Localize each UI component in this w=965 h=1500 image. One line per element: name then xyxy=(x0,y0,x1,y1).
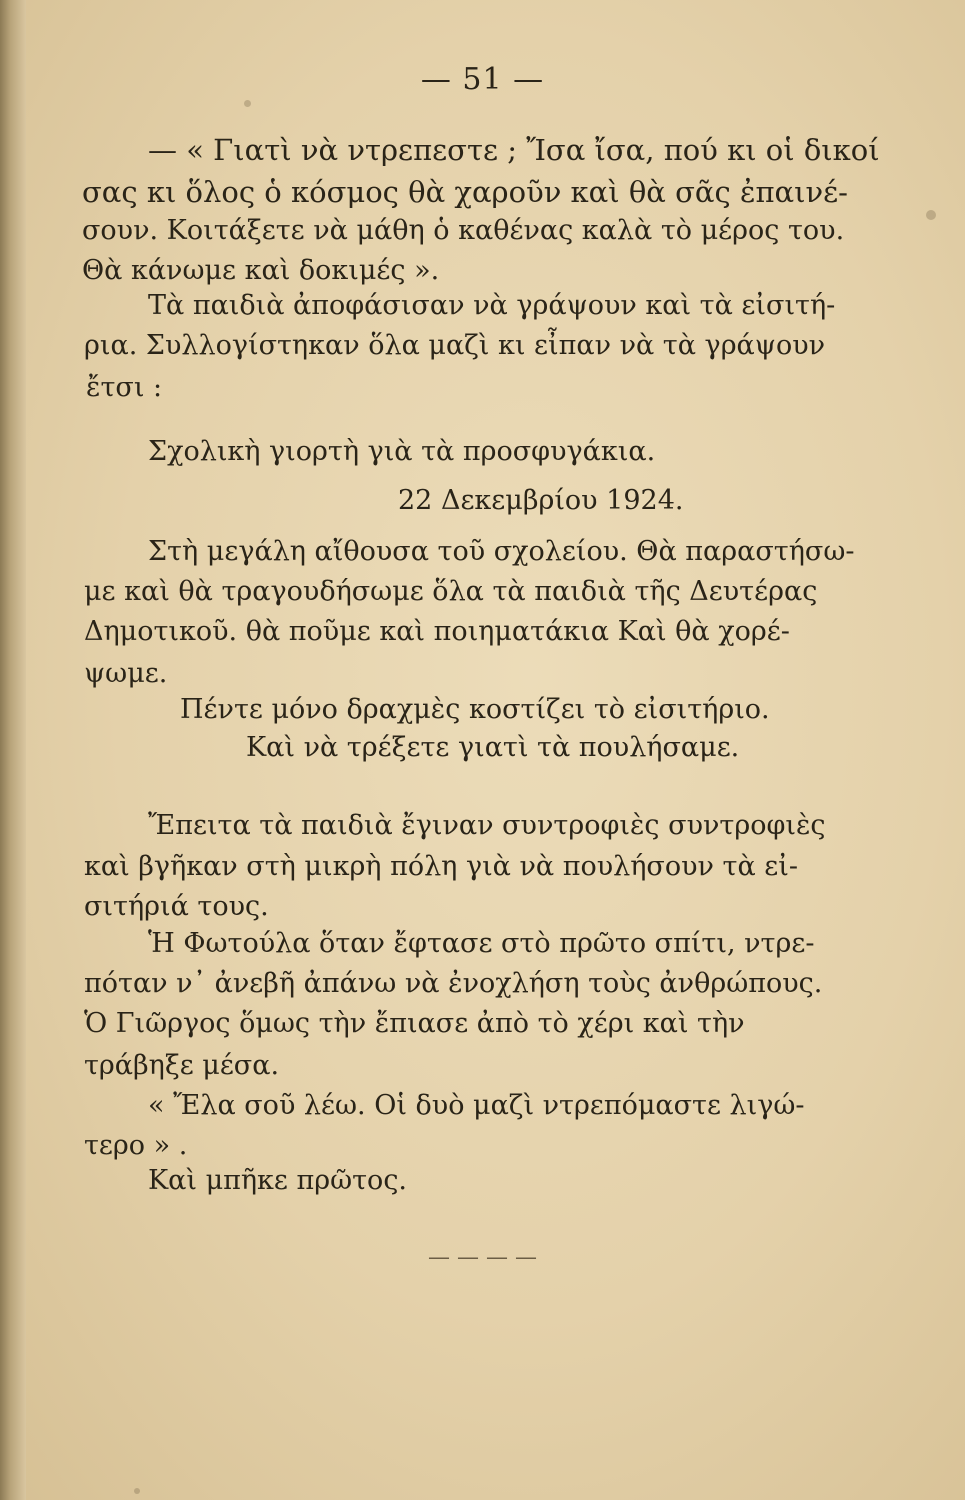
footer-rule: — — — — xyxy=(428,1245,537,1270)
text-line: — « Γιατὶ νὰ ντρεπεστε ; Ἴσα ἴσα, πού κι οἱ δικοί xyxy=(148,133,880,167)
ink-speck xyxy=(244,100,251,107)
text-line: Καὶ νὰ τρέξετε γιατὶ τὰ πουλήσαμε. xyxy=(246,732,740,763)
text-line: ἔτσι : xyxy=(86,372,163,403)
text-line: 22 Δεκεμβρίου 1924. xyxy=(398,485,684,516)
text-line: τερο » . xyxy=(84,1130,188,1161)
page-number: — 51 — xyxy=(420,62,545,97)
text-line: καὶ βγῆκαν στὴ μικρὴ πόλη γιὰ νὰ πουλήσουν τὰ εἰ- xyxy=(84,851,798,882)
text-line: σας κι ὅλος ὁ κόσμος θὰ χαροῦν καὶ θὰ σᾶς ἐπαινέ- xyxy=(82,175,848,209)
text-line: Σχολικὴ γιορτὴ γιὰ τὰ προσφυγάκια. xyxy=(148,436,656,467)
ink-speck xyxy=(926,210,936,220)
text-line: σουν. Κοιτάξετε νὰ μάθη ὁ καθένας καλὰ τὸ μέρος του. xyxy=(82,215,845,246)
text-line: ψωμε. xyxy=(84,658,168,689)
ink-speck xyxy=(134,1488,140,1494)
text-line: Πέντε μόνο δραχμὲς κοστίζει τὸ εἰσιτήριο. xyxy=(180,694,770,725)
page-spine-shadow xyxy=(0,0,26,1500)
text-line: Δημοτικοῦ. θὰ ποῦμε καὶ ποιηματάκια Καὶ θὰ χορέ- xyxy=(84,616,790,647)
text-line: Θὰ κάνωμε καὶ δοκιμές ». xyxy=(82,255,440,286)
text-line: « Ἔλα σοῦ λέω. Οἱ δυὸ μαζὶ ντρεπόμαστε λιγώ- xyxy=(148,1090,805,1121)
text-line: Στὴ μεγάλη αἴθουσα τοῦ σχολείου. Θὰ παραστήσω- xyxy=(148,536,855,567)
text-line: πόταν ν᾿ ἀνεβῆ ἀπάνω νὰ ἐνοχλήση τοὺς ἀνθρώπους. xyxy=(84,968,823,999)
text-line: Τὰ παιδιὰ ἀποφάσισαν νὰ γράψουν καὶ τὰ εἰσιτή- xyxy=(148,290,836,321)
text-line: Καὶ μπῆκε πρῶτος. xyxy=(148,1165,408,1196)
text-line: Ἔπειτα τὰ παιδιὰ ἔγιναν συντροφιὲς συντροφιὲς xyxy=(148,810,826,841)
text-line: Ὁ Γιῶργος ὅμως τὴν ἔπιασε ἀπὸ τὸ χέρι καὶ τὴν xyxy=(84,1008,745,1039)
text-line: ρια. Συλλογίστηκαν ὅλα μαζὶ κι εἶπαν νὰ τὰ γράψουν xyxy=(84,330,826,361)
text-line: Ἡ Φωτούλα ὅταν ἔφτασε στὸ πρῶτο σπίτι, ντρε- xyxy=(148,928,815,959)
text-line: τράβηξε μέσα. xyxy=(84,1050,280,1081)
text-line: σιτήριά τους. xyxy=(84,891,269,922)
text-line: με καὶ θὰ τραγουδήσωμε ὅλα τὰ παιδιὰ τῆς Δευτέρας xyxy=(84,576,818,607)
